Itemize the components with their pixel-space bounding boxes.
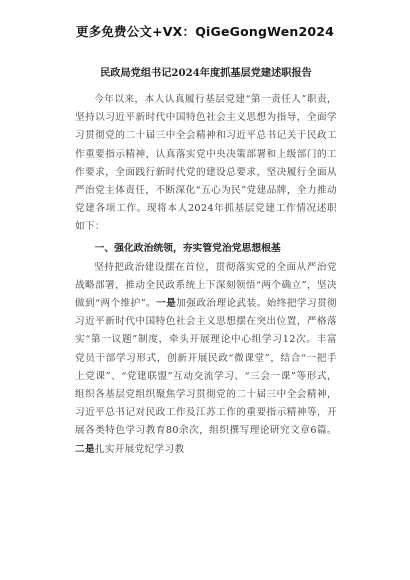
watermark-header: 更多免费公文+VX：QiGeGongWen2024 xyxy=(75,24,335,39)
section-body-paragraph xyxy=(75,259,337,459)
intro-paragraph: 今年以来，本人认真履行基层党建“第一责任人”职责，坚持以习近平新时代中国特色社会主义思想为指导，全面学习贯彻党的二十届三中全会精神和习近平总书记关于民政工作重要指示精神，认真落实党中央决策部署和上级部门的工作要求，全面践行新时代党的建设总要求，坚决履行全面从严治党主体责任，不断深化“五心为民”党建品牌，全力推动党建各项工作。现将本人2024年抓基层党建工作情况述职如下： xyxy=(75,94,337,233)
document-title: 民政局党组书记2024年度抓基层党建述职报告 xyxy=(100,67,312,79)
document-page xyxy=(75,58,337,459)
section-heading: 一、强化政治统领，夯实管党治党思想根基 xyxy=(94,242,281,254)
paragraph-text: 扎实开展党纪学习教 xyxy=(94,443,185,455)
emphasis-marker: 二是 xyxy=(75,443,95,455)
paragraph-text: 坚持把政治建设摆在首位，贯彻落实党的全面从严治党战略部署，推动全民政系统上下深刻领悟“两个确立”，坚决做到“两个维护”。 xyxy=(75,261,337,310)
emphasis-marker: 一是 xyxy=(156,298,177,310)
paragraph-text: 加强政治理论武装。始终把学习贯彻习近平新时代中国特色社会主义思想摆在突出位置，严格落实“第一议题”制度，牵头开展理论中心组学习12次。丰富党员干部学习形式，创新开展民政“微课堂”，结合“一把手上党课”、“党建联盟”互动交流学习、“三会一课”等形式，组织各基层党组织聚焦学习贯彻党的二十届三中全会精神，习近平总书记对民政工作及江苏工作的重要指示精神等，开展各类特色学习教育80余次，组织撰写理论研究文章6篇。 xyxy=(75,298,337,437)
